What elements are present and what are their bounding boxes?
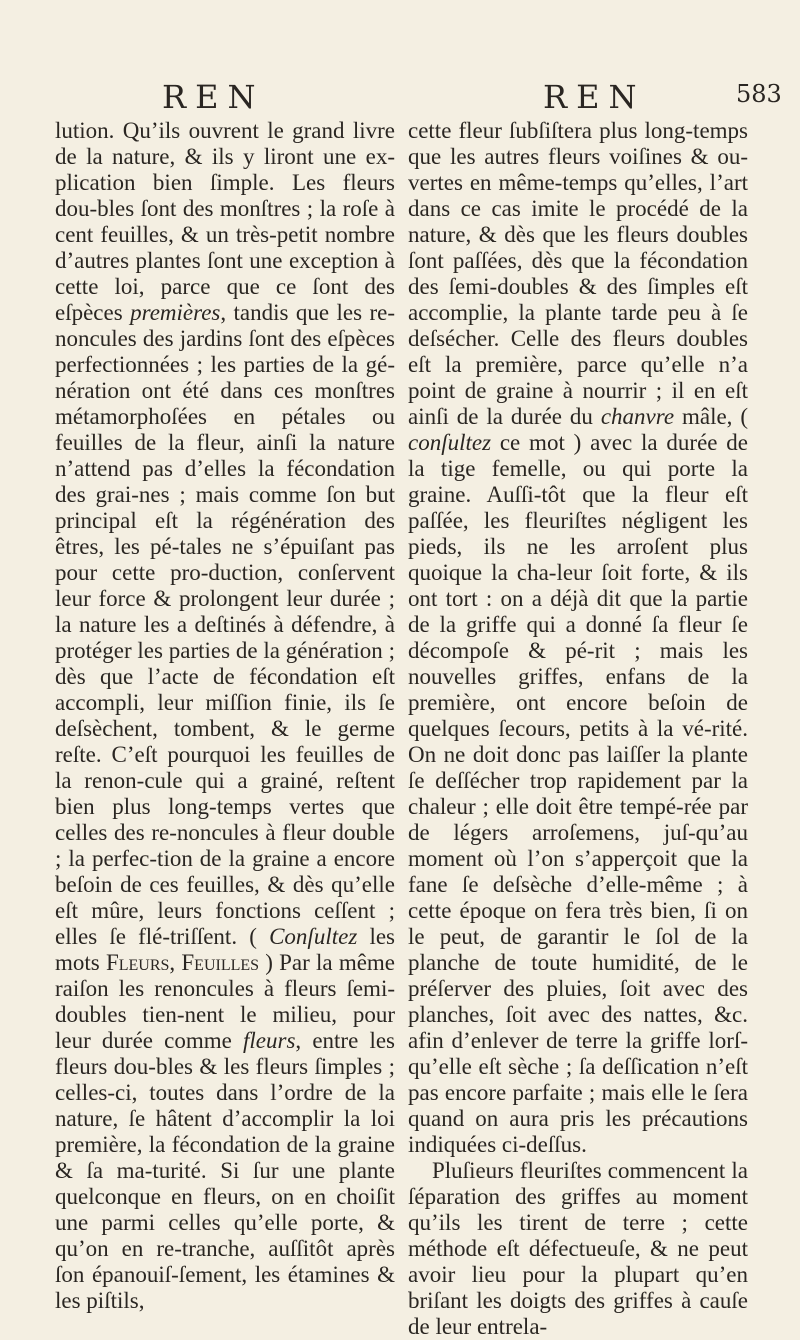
emphasis: chanvre xyxy=(600,404,675,429)
right-column xyxy=(408,118,748,1340)
right-paragraph-2: Pluſieurs fleuriſtes commencent la ſéparation des griffes au moment qu’ils les tirent de terre ; cette méthode eſt défectueuſe, & ne peut avoir lieu pour la plupart qu’en briſant les doigts des griffes à cauſe de leur entrela- xyxy=(408,1158,748,1339)
right-paragraph-1: cette fleur ſubſiſtera plus long-temps que les autres fleurs voiſines & ou-vertes en même-temps qu’elles, l’art dans ce cas imite le procédé de la nature, & dès que les fleurs doubles ſont paſſées, dès que la fécondation des ſemi-doubles & des ſimples eſt accomplie, la plante tarde peu à ſe deſsécher. Celle des fleurs doubles eſt la première, parce qu’elle n’a point de graine à nourrir ; il en eſt ainſi de la durée du chanvre mâle, ( conſultez ce mot ) avec la durée de la tige femelle, ou qui porte la graine. Auſſi-tôt que la fleur eſt paſſée, les fleuriſtes négligent les pieds, ils ne les arroſent plus quoique la cha-leur ſoit forte, & ils ont tort : on a déjà dit que la partie de la griffe qui a donné ſa fleur ſe décompoſe & pé-rit ; mais les nouvelles griffes, enfans de la première, ont encore beſoin de quelques ſecours, petits à la vé-rité. On ne doit donc pas laiſſer la plante ſe deſſécher trop rapidement par la chaleur ; elle doit être tempé-rée par de légers arroſemens, juſ-qu’au moment où l’on s’apperçoit que la fane ſe deſsèche d’elle-même ; à cette époque on fera très bien, ſi on le peut, de garantir le ſol de la planche de toute humidité, de le préſerver des pluies, ſoit avec des planches, ſoit avec des nattes, &c. afin d’enlever de terre la griffe lorſ-qu’elle eſt sèche ; ſa deſſication n’eſt pas encore parfaite ; mais elle le ſera quand on aura pris les précautions indiquées ci-deſſus. xyxy=(408,118,748,1157)
small-caps-term: Fleurs xyxy=(105,950,170,975)
left-paragraph: lution. Qu’ils ouvrent le grand livre de la nature, & ils y liront une ex-plication bien ſimple. Les fleurs dou-bles ſont des monſtres ; la roſe à cent feuilles, & un très-petit nombre d’autres plantes ſont une exception à cette loi, parce que ce ſont des eſpèces premières, tandis que les re-noncules des jardins ſont des eſpèces perfectionnées ; les parties de la gé-nération ont été dans ces monſtres métamorphoſées en pétales ou feuilles de la fleur, ainſi la nature n’attend pas d’elles la fécondation des grai-nes ; mais comme ſon but principal eſt la régénération des êtres, les pé-tales ne s’épuiſant pas pour cette pro-duction, conſervent leur force & prolongent leur durée ; la nature les a deſtinés à défendre, à protéger les parties de la génération ; dès que l’acte de fécondation eſt accompli, leur miſſion finie, ils ſe deſsèchent, tombent, & le germe reſte. C’eſt pourquoi les feuilles de la renon-cule qui a grainé, reſtent bien plus long-temps vertes que celles des re-noncules à fleur double ; la perfec-tion de la graine a encore beſoin de ces feuilles, & dès qu’elle eſt mûre, leurs fonctions ceſſent ; elles ſe flé-triſſent. ( Conſultez les mots Fleurs, Feuilles ) Par la même raiſon les renoncules à fleurs ſemi-doubles tien-nent le milieu, pour leur durée comme fleurs, entre les fleurs dou-bles & les fleurs ſimples ; celles-ci, toutes dans l’ordre de la nature, ſe hâtent d’accomplir la loi première, la fécondation de la graine & ſa ma-turité. Si ſur une plante quelconque en fleurs, on en choiſit une parmi celles qu’elle porte, & qu’on en re-tranche, auſſitôt après ſon épanouiſ-ſement, les étamines & les piſtils, xyxy=(55,118,396,1313)
left-column xyxy=(55,118,395,1314)
page-number: 583 xyxy=(736,80,782,108)
emphasis: fleurs xyxy=(243,1028,296,1053)
running-head-right: REN xyxy=(543,78,646,116)
cross-reference: Conſultez xyxy=(269,924,358,949)
small-caps-term: Feuilles xyxy=(181,950,260,975)
running-head-left: REN xyxy=(162,78,265,116)
cross-reference: conſultez xyxy=(408,430,492,455)
emphasis: premières xyxy=(130,300,221,325)
